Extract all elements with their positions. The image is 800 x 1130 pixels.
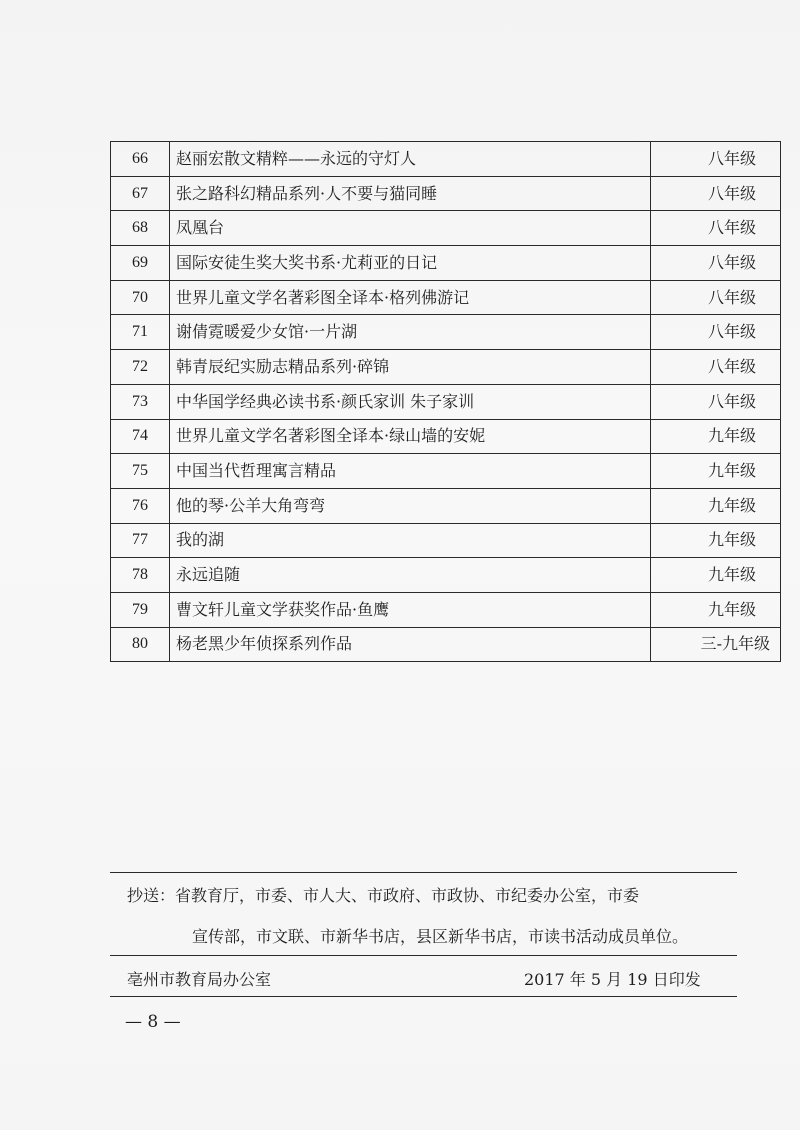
book-title: 他的琴·公羊大角弯弯 [170,488,651,523]
table-row [111,592,781,627]
book-title: 中国当代哲理寓言精品 [170,454,651,489]
grade-level: 九年级 [651,558,781,593]
book-title: 中华国学经典必读书系·颜氏家训 朱子家训 [170,384,651,419]
row-number: 69 [111,246,170,281]
cc-recipients-line-2: 宣传部，市文联、市新华书店，县区新华书店，市读书活动成员单位。 [192,927,689,946]
row-number: 77 [111,523,170,558]
book-title: 曹文轩儿童文学获奖作品·鱼鹰 [170,592,651,627]
grade-level: 八年级 [651,176,781,211]
row-number: 75 [111,454,170,489]
grade-level: 八年级 [651,142,781,177]
grade-level: 八年级 [651,350,781,385]
issuing-office: 亳州市教育局办公室 [127,970,272,989]
row-number: 80 [111,627,170,662]
issue-date: 2017 年 5 月 19 日印发 [524,970,701,989]
grade-level: 八年级 [651,211,781,246]
footer-top-rule [110,872,737,873]
footer-middle-rule [110,955,737,956]
row-number: 79 [111,592,170,627]
grade-level: 八年级 [651,384,781,419]
row-number: 68 [111,211,170,246]
table-row [111,315,781,350]
grade-level: 九年级 [651,419,781,454]
book-title: 谢倩霓暖爱少女馆·一片湖 [170,315,651,350]
grade-level: 八年级 [651,246,781,281]
grade-level: 八年级 [651,315,781,350]
book-title: 我的湖 [170,523,651,558]
table-row [111,419,781,454]
book-title: 张之路科幻精品系列·人不要与猫同睡 [170,176,651,211]
row-number: 72 [111,350,170,385]
book-title: 韩青辰纪实励志精品系列·碎锦 [170,350,651,385]
book-list-body [111,142,781,662]
book-title: 永远追随 [170,558,651,593]
table-row [111,454,781,489]
book-title: 世界儿童文学名著彩图全译本·格列佛游记 [170,280,651,315]
table-row [111,558,781,593]
table-row [111,280,781,315]
row-number: 78 [111,558,170,593]
table-row [111,142,781,177]
footer-bottom-rule [110,996,737,997]
row-number: 66 [111,142,170,177]
cc-recipients-line-1: 抄送：省教育厅，市委、市人大、市政府、市政协、市纪委办公室，市委 [127,886,640,905]
table-row [111,488,781,523]
table-row [111,350,781,385]
book-title: 杨老黑少年侦探系列作品 [170,627,651,662]
row-number: 76 [111,488,170,523]
table-row [111,523,781,558]
grade-level: 九年级 [651,454,781,489]
grade-level: 九年级 [651,523,781,558]
book-title: 凤凰台 [170,211,651,246]
table-row [111,384,781,419]
row-number: 70 [111,280,170,315]
row-number: 71 [111,315,170,350]
book-title: 国际安徒生奖大奖书系·尤莉亚的日记 [170,246,651,281]
row-number: 73 [111,384,170,419]
table-row [111,627,781,662]
table-row [111,246,781,281]
row-number: 67 [111,176,170,211]
book-title: 赵丽宏散文精粹——永远的守灯人 [170,142,651,177]
table-row [111,176,781,211]
grade-level: 三-九年级 [651,627,781,662]
page-number: — 8 — [125,1012,181,1032]
grade-level: 八年级 [651,280,781,315]
row-number: 74 [111,419,170,454]
table-row [111,211,781,246]
grade-level: 九年级 [651,592,781,627]
grade-level: 九年级 [651,488,781,523]
book-list-table [110,141,781,662]
book-title: 世界儿童文学名著彩图全译本·绿山墙的安妮 [170,419,651,454]
